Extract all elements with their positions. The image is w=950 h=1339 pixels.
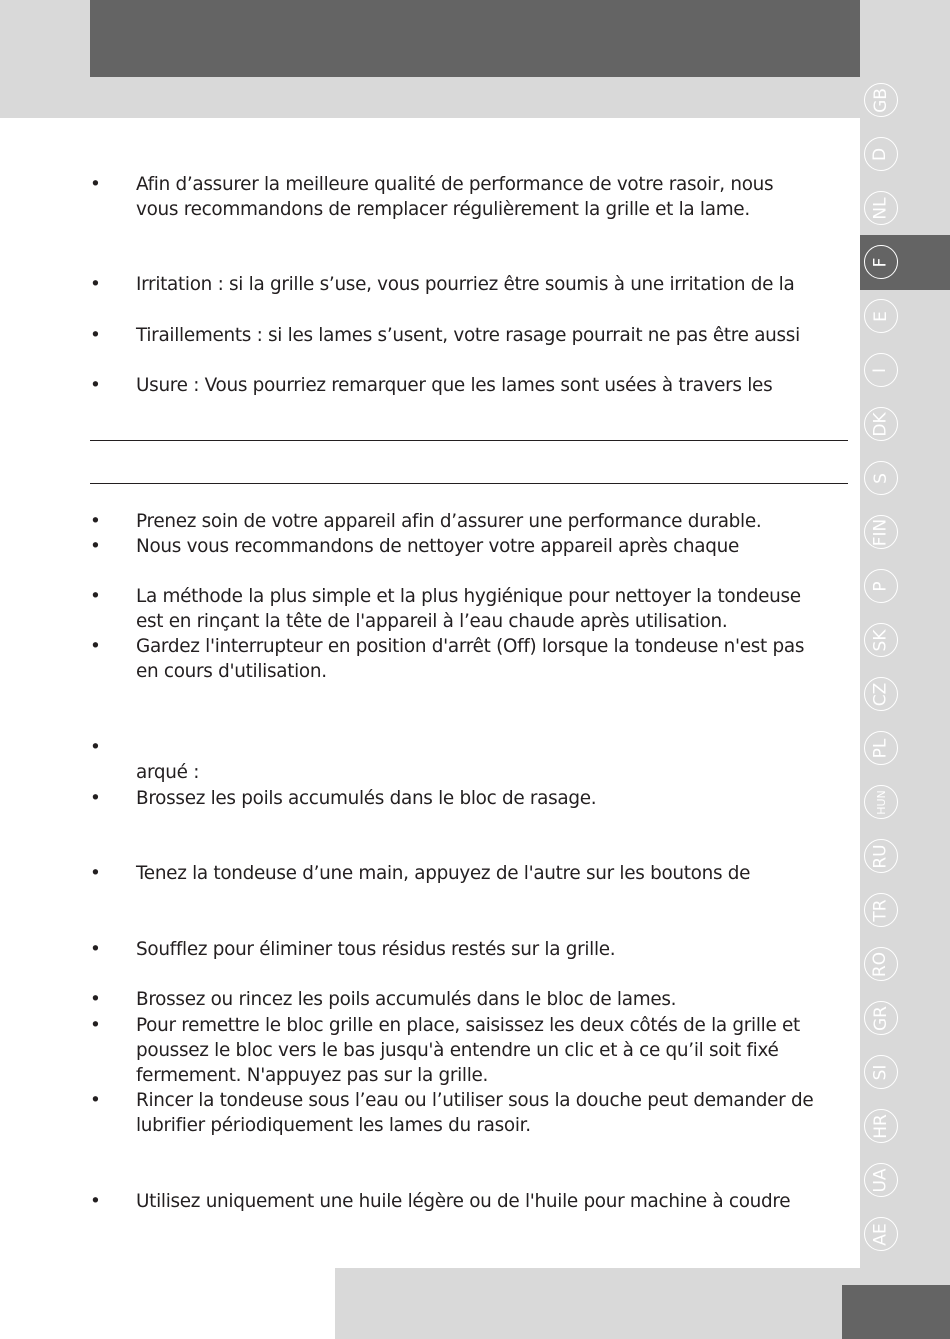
language-tab-sk[interactable]: [864, 623, 898, 657]
bullet-symbol: •: [90, 737, 101, 758]
footer-box: [335, 1268, 860, 1339]
bullet-symbol: •: [90, 536, 101, 557]
bullet-item: [90, 1088, 850, 1138]
language-tab-gb[interactable]: [864, 83, 898, 117]
language-tab-ro[interactable]: [864, 947, 898, 981]
language-tab-ru[interactable]: [864, 839, 898, 873]
bullet-symbol: •: [90, 586, 101, 607]
bullet-symbol: •: [90, 1015, 101, 1036]
section-divider: [90, 483, 848, 484]
bullet-item: [90, 634, 850, 684]
bullet-text: Tiraillements : si les lames s’usent, votre rasage pourrait ne pas être aussi: [136, 325, 800, 346]
bullet-item: [90, 760, 850, 785]
language-tab-label: GB: [870, 87, 891, 113]
bullet-symbol: •: [90, 325, 101, 346]
language-tab-fin[interactable]: [864, 515, 898, 549]
bullet-item: [90, 1013, 850, 1088]
language-tab-label: NL: [870, 196, 891, 220]
bullet-text: Pour remettre le bloc grille en place, saisissez les deux côtés de la grille et poussez le bloc vers le bas jusqu'à entendre un clic et à ce qu’il soit fixé fermement. N'appuyez pas sur la grille.: [136, 1015, 800, 1086]
bullet-item: [90, 786, 850, 811]
language-tab-label: UA: [870, 1167, 891, 1193]
language-tab-label: PL: [870, 738, 891, 758]
bullet-symbol: •: [90, 274, 101, 295]
section-divider: [90, 440, 848, 441]
bullet-item: [90, 373, 850, 398]
bullet-text: Rincer la tondeuse sous l’eau ou l’utiliser sous la douche peut demander de lubrifier périodiquement les lames du rasoir.: [136, 1090, 814, 1136]
bullet-text: La méthode la plus simple et la plus hygiénique pour nettoyer la tondeuse est en rinçant la tête de l'appareil à l’eau chaude après utilisation.: [136, 586, 801, 632]
bullet-text: Prenez soin de votre appareil afin d’assurer une performance durable.: [136, 511, 762, 532]
bullet-symbol: •: [90, 375, 101, 396]
language-tab-label: E: [870, 310, 891, 322]
language-tab-label: TR: [870, 898, 891, 922]
bullet-text: Usure : Vous pourriez remarquer que les lames sont usées à travers les: [136, 375, 773, 396]
bullet-symbol: •: [90, 174, 101, 195]
bullet-text: Tenez la tondeuse d’une main, appuyez de l'autre sur les boutons de: [136, 863, 751, 884]
language-tab-label: AE: [870, 1222, 891, 1246]
language-tab-ae[interactable]: [864, 1217, 898, 1251]
language-tab-label: I: [870, 367, 891, 373]
language-tab-si[interactable]: [864, 1055, 898, 1089]
bullet-item: [90, 509, 850, 534]
language-tab-hr[interactable]: [864, 1109, 898, 1143]
language-tab-i[interactable]: [864, 353, 898, 387]
bullet-symbol: •: [90, 989, 101, 1010]
language-tab-f[interactable]: [864, 245, 898, 279]
language-tab-gr[interactable]: [864, 1001, 898, 1035]
bullet-text: Nous vous recommandons de nettoyer votre appareil après chaque: [136, 536, 739, 557]
language-tab-label: SK: [870, 629, 891, 651]
bullet-symbol: •: [90, 863, 101, 884]
language-tab-d[interactable]: [864, 137, 898, 171]
bullet-symbol: •: [90, 939, 101, 960]
language-tab-e[interactable]: [864, 299, 898, 333]
bullet-text: Afin d’assurer la meilleure qualité de performance de votre rasoir, nous vous recommandons de remplacer régulièrement la grille et la lame.: [136, 174, 774, 220]
language-tab-hun[interactable]: [864, 785, 898, 819]
language-tab-label: HUN: [874, 789, 888, 815]
language-tab-label: GR: [870, 1005, 891, 1031]
language-tab-cz[interactable]: [864, 677, 898, 711]
bullet-item: [90, 861, 850, 886]
bullet-item: [90, 1189, 850, 1214]
bullet-item: [90, 272, 850, 297]
bullet-item: [90, 584, 850, 634]
title-bar: [90, 0, 860, 77]
bullet-text: Utilisez uniquement une huile légère ou de l'huile pour machine à coudre: [136, 1191, 791, 1212]
bullet-item: [90, 172, 850, 222]
language-tab-pl[interactable]: [864, 731, 898, 765]
bullet-item: [90, 323, 850, 348]
language-tab-nl[interactable]: [864, 191, 898, 225]
language-tab-label: RO: [870, 951, 891, 977]
language-tab-label: SI: [870, 1064, 891, 1080]
bullet-symbol: •: [90, 636, 101, 657]
bullet-symbol: •: [90, 1191, 101, 1212]
language-tab-s[interactable]: [864, 461, 898, 495]
language-tab-p[interactable]: [864, 569, 898, 603]
language-tab-label: FIN: [870, 518, 891, 546]
language-tab-label: P: [870, 580, 891, 592]
bullet-item: [90, 534, 850, 559]
language-tab-label: RU: [870, 843, 891, 869]
bullet-text: Brossez ou rincez les poils accumulés dans le bloc de lames.: [136, 989, 677, 1010]
bullet-text: Soufflez pour éliminer tous résidus restés sur la grille.: [136, 939, 616, 960]
bullet-text: Brossez les poils accumulés dans le bloc de rasage.: [136, 788, 597, 809]
bullet-item: [90, 937, 850, 962]
language-tab-label: S: [870, 472, 891, 484]
language-tab-label: D: [870, 147, 891, 161]
bullet-text: Gardez l'interrupteur en position d'arrêt (Off) lorsque la tondeuse n'est pas en cours d'utilisation.: [136, 636, 805, 682]
bullet-symbol: •: [90, 788, 101, 809]
language-tab-label: HR: [870, 1113, 891, 1139]
bullet-symbol: •: [90, 1090, 101, 1111]
bullet-text: Irritation : si la grille s’use, vous pourriez être soumis à une irritation de la: [136, 274, 795, 295]
language-tab-tr[interactable]: [864, 893, 898, 927]
language-tab-label: F: [870, 257, 891, 267]
bullet-item: [90, 987, 850, 1012]
language-tab-label: CZ: [870, 682, 891, 706]
language-tab-label: DK: [870, 411, 891, 437]
language-tab-dk[interactable]: [864, 407, 898, 441]
page-number-box: [842, 1285, 950, 1339]
language-tab-ua[interactable]: [864, 1163, 898, 1197]
bullet-text: arqué :: [136, 762, 200, 783]
bullet-symbol: •: [90, 511, 101, 532]
